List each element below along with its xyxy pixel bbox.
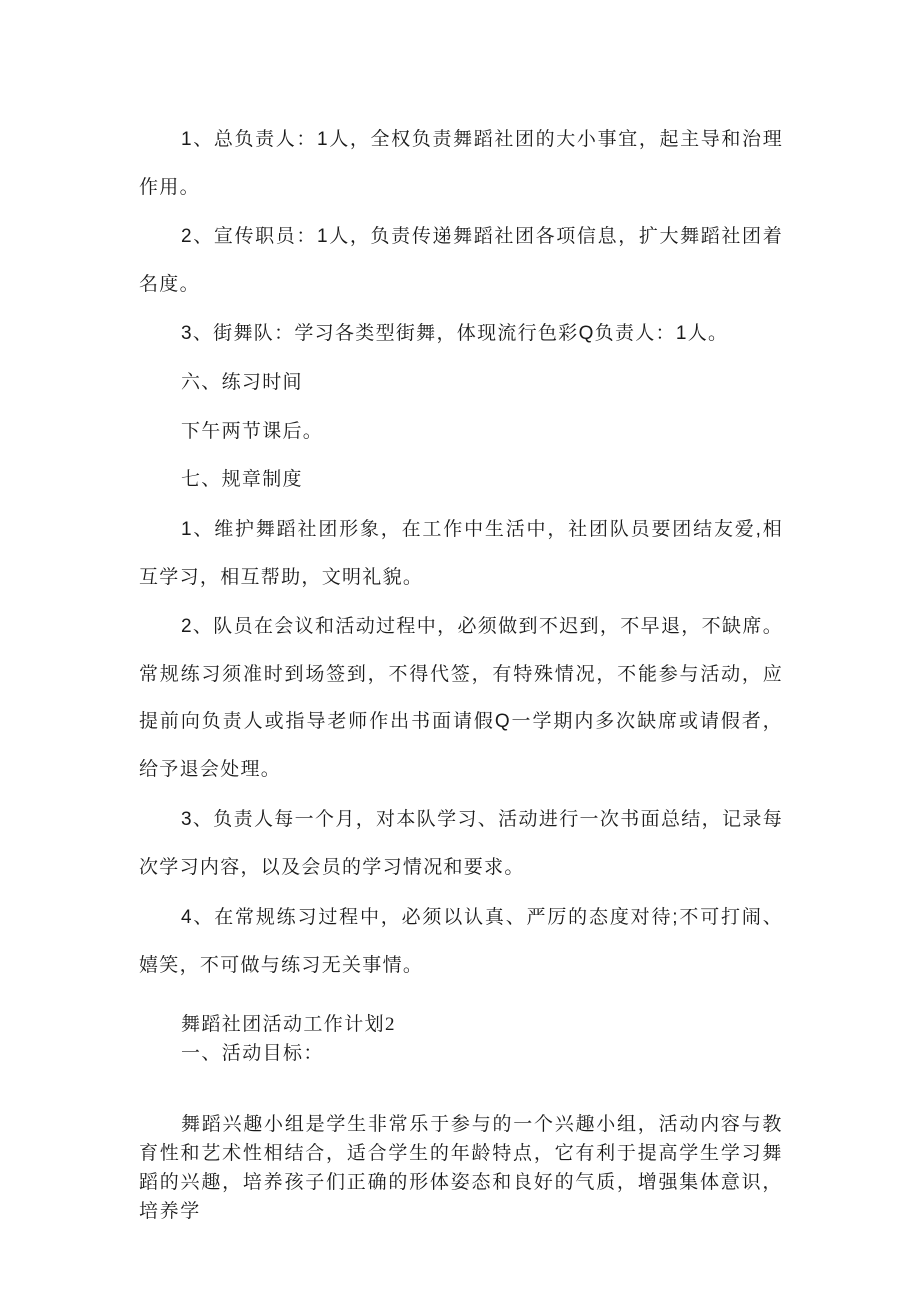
rule-item-1: 1、维护舞蹈社团形象，在工作中生活中，社团队员要团结友爱,相互学习，相互帮助，文明礼貌。 (139, 519, 783, 588)
rule-item-3: 3、负责人每一个月，对本队学习、活动进行一次书面总结，记录每次学习内容，以及会员的学习情况和要求。 (139, 809, 783, 878)
plan-2-title: 舞蹈社团活动工作计划2 (181, 1014, 396, 1035)
practice-time-text: 下午两节课后。 (181, 421, 324, 442)
goal-heading: 一、活动目标： (181, 1043, 324, 1064)
goal-paragraph: 舞蹈兴趣小组是学生非常乐于参与的一个兴趣小组，活动内容与教育性和艺术性相结合，适合学生的年龄特点，它有利于提高学生学习舞蹈的兴趣，培养孩子们正确的形体姿态和良好的气质，增强集体意识，培养学 (139, 1114, 783, 1222)
staff-item-general-manager: 1、总负责人：1人，全权负责舞蹈社团的大小事宜，起主导和治理作用。 (139, 129, 783, 198)
staff-item-publicity: 2、宣传职员：1人，负责传递舞蹈社团各项信息，扩大舞蹈社团着名度。 (139, 226, 783, 295)
rule-item-4: 4、在常规练习过程中，必须以认真、严厉的态度对待;不可打闹、嬉笑，不可做与练习无关事情。 (139, 907, 783, 976)
section-heading-practice-time: 六、练习时间 (181, 372, 303, 393)
section-heading-rules: 七、规章制度 (181, 469, 303, 490)
rule-item-2: 2、队员在会议和活动过程中，必须做到不迟到，不早退，不缺席。常规练习须准时到场签到，不得代签，有特殊情况，不能参与活动，应提前向负责人或指导老师作出书面请假Q一学期内多次缺席或请假者，给予退会处理。 (139, 616, 783, 780)
staff-item-street-dance: 3、街舞队：学习各类型街舞，体现流行色彩Q负责人：1人。 (181, 323, 729, 344)
